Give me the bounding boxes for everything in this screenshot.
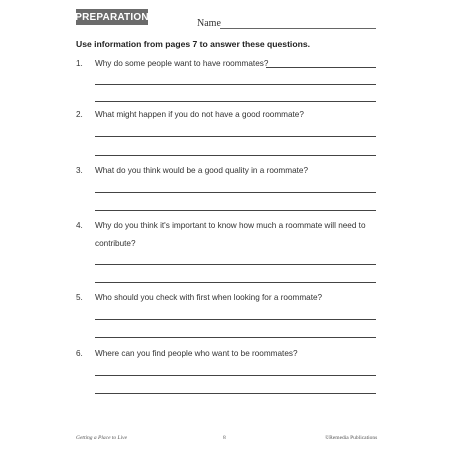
question-3-text: What do you think would be a good quality in a roommate? (95, 166, 309, 175)
question-6-text: Where can you find people who want to be roommates? (95, 349, 298, 358)
question-1-inline-answer-line[interactable] (266, 67, 376, 68)
question-4-number: 4. (76, 221, 83, 230)
question-4-text-continued: contribute? (95, 239, 136, 248)
question-6-number: 6. (76, 349, 83, 358)
question-3-number: 3. (76, 166, 83, 175)
question-4-answer-line[interactable] (95, 264, 376, 265)
question-3-answer-line[interactable] (95, 210, 376, 211)
question-5-answer-line[interactable] (95, 319, 376, 320)
question-5-text: Who should you check with first when looking for a roommate? (95, 293, 323, 302)
name-field-line[interactable] (220, 28, 376, 29)
question-5-number: 5. (76, 293, 83, 302)
question-1-answer-line[interactable] (95, 84, 376, 85)
footer-book-title: Getting a Place to Live (76, 435, 128, 441)
question-2-text: What might happen if you do not have a good roommate? (95, 110, 304, 119)
section-badge: PREPARATION (76, 9, 148, 25)
question-2-answer-line[interactable] (95, 136, 376, 137)
question-1-number: 1. (76, 59, 83, 68)
name-label: Name (197, 18, 221, 29)
instructions: Use information from pages 7 to answer these questions. (76, 39, 310, 49)
question-6-answer-line[interactable] (95, 393, 376, 394)
question-6-answer-line[interactable] (95, 375, 376, 376)
question-2-number: 2. (76, 110, 83, 119)
footer-copyright: ©Remedia Publications (325, 435, 378, 441)
question-5-answer-line[interactable] (95, 337, 376, 338)
question-4-answer-line[interactable] (95, 282, 376, 283)
footer-page-number: 8 (223, 435, 226, 441)
question-4-text: Why do you think it's important to know how much a roommate will need to (95, 221, 366, 230)
question-2-answer-line[interactable] (95, 155, 376, 156)
question-1-text: Why do some people want to have roommates? (95, 59, 269, 68)
question-1-answer-line[interactable] (95, 101, 376, 102)
question-3-answer-line[interactable] (95, 192, 376, 193)
